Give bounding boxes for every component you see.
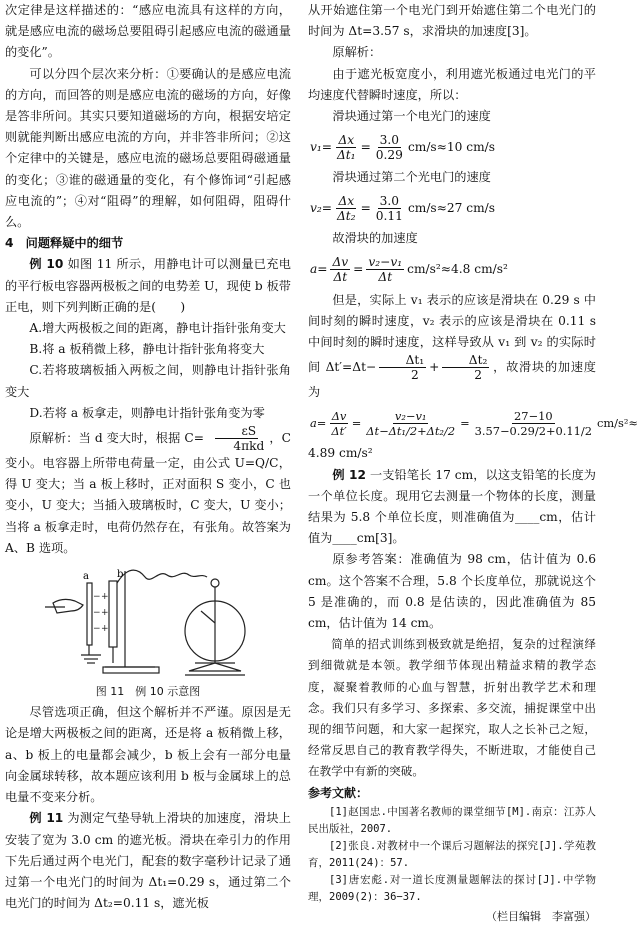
eq-tail: cm/s≈10 cm/s	[407, 139, 496, 154]
paragraph: 可以分四个层次来分析：①要确认的是感应电流的方向，而回答的则是感应电流的磁场的方向，好像是答非所问。其实只要知道磁场的方向，根据安培定则就能判断出感应电流的方向，并非答非所问；②这个定律中的关键是，感应电流的磁场总要阻碍磁通量的变化；③谁的磁通量的变化，有个修饰词“引起感应电流的”；④对“阻碍”的理解，如何阻碍，阻碍什么。	[5, 66, 291, 230]
eq-lhs: a=	[310, 415, 327, 430]
fraction	[442, 353, 489, 382]
eq-sign: =	[353, 262, 364, 277]
fraction	[366, 255, 404, 284]
fraction	[473, 409, 594, 438]
fraction	[330, 255, 350, 284]
v2-intro: 滑块通过第二个光电门的速度	[332, 170, 491, 185]
fraction-denominator: 3.57−0.29/2+0.11/2	[474, 423, 592, 438]
fraction-numerator: 3.0	[379, 132, 400, 147]
example-label: 例 10	[29, 257, 64, 272]
fraction-denominator: 0.29	[375, 147, 403, 162]
eq-sign: =	[360, 200, 371, 215]
text: 但是，实际上 v₁ 表示的应该是滑块在 0.29 s 中间时刻的瞬时速度，v₂ 表示的应该是滑块在 0.11 s 中间时刻的瞬时速度，这样导致从 v₁ 到 v₂ 的实际时间 Δt′=Δt−	[308, 292, 596, 375]
reference-item: [3]唐宏彪.对一道长度测量题解法的探讨[J].中学物理，2009(2)：36−37.	[308, 873, 596, 903]
fraction	[374, 133, 405, 162]
equation-final	[308, 403, 638, 443]
equation-v2	[308, 188, 596, 228]
section-heading: 4 问题释疑中的细节	[5, 236, 124, 251]
svg-text:−: −	[93, 624, 101, 635]
example-10	[5, 254, 291, 318]
closing-paragraph: 简单的招式训练到极致就是绝招，复杂的过程演绎到细微就是本领。教学细节体现出精益求精的教学态度，凝聚着教师的心血与智慧，折射出教学艺术和理念。我们只有多学习、多探索、多交流，捕捉课堂中出现的细节问题，和大家一起探究，取人之长补己之短，经常反思自己的教育教学得失，不断进取，才能使自己在教学中有新的突破。	[308, 637, 596, 779]
option-d: D.若将 a 板拿走，则静电计指针张角变为零	[29, 405, 265, 420]
fraction-numerator: Δx	[338, 193, 355, 208]
eq-lhs: a=	[310, 262, 328, 277]
svg-text:+: +	[101, 608, 109, 619]
references-title: 参考文献：	[308, 785, 369, 800]
fraction	[335, 133, 358, 162]
example-label: 例 12	[332, 467, 366, 482]
eq-tail: cm/s²≈	[596, 415, 638, 430]
fraction	[329, 409, 348, 438]
svg-text:+: +	[101, 624, 109, 635]
fraction-numerator: 27−10	[514, 408, 553, 423]
capacitance-fraction	[207, 424, 266, 453]
reference-item: [1]赵国忠.中国著名教师的课堂细节[M].南京：江苏人民出版社，2007.	[308, 805, 596, 835]
final-value: 4.89 cm/s²	[308, 446, 373, 461]
analysis-text: 原解析：当 d 变大时，根据 C=	[29, 431, 204, 446]
right-column	[308, 0, 638, 927]
figure-11	[5, 563, 291, 681]
text: +	[429, 360, 440, 375]
a-intro: 故滑块的加速度	[332, 231, 418, 246]
option-b: B.将 a 板稍微上移，静电计指针张角将变大	[29, 342, 265, 357]
fraction	[374, 194, 405, 223]
fraction-denominator: Δt₂	[336, 208, 356, 223]
equation-v1	[308, 127, 596, 167]
figure-caption: 图 11 例 10 示意图	[95, 685, 201, 699]
plate-b	[109, 581, 117, 647]
fraction-numerator: v₂−v₁	[368, 255, 403, 270]
fraction-numerator: Δv	[331, 408, 347, 423]
fraction	[379, 353, 426, 382]
fraction-numerator: Δt₁	[379, 353, 426, 368]
reference-item: [2]张良.对教材中一个课后习题解法的探究[J].学苑教育，2011(24)：57.	[308, 839, 596, 869]
option-c: C.若将玻璃板插入两板之间，则静电计指针张角变大	[5, 363, 291, 399]
eq-sign: =	[351, 415, 362, 430]
fraction-numerator: Δx	[338, 132, 355, 147]
example-text: 为测定气垫导轨上滑块的加速度，滑块上安装了宽为 3.0 cm 的遮光板。滑块在牵引力的作用下先后通过两个电光门，配套的数字毫秒计记录了通过第一个电光门的时间为 Δt₁=0.29 s，通过第二个电光门的时间为 Δt₂=0.11 s，遮光板	[5, 811, 291, 911]
paragraph	[308, 290, 596, 404]
eq-tail: cm/s≈27 cm/s	[407, 200, 496, 215]
example-11	[5, 808, 291, 914]
electrometer-diagram	[5, 563, 291, 681]
svg-text:−: −	[93, 592, 101, 603]
v1-intro: 滑块通过第一个电光门的速度	[332, 109, 491, 124]
eq-tail: cm/s²≈4.8 cm/s²	[407, 262, 508, 277]
eq-lhs: v₂=	[310, 200, 332, 215]
example-12	[308, 465, 596, 550]
left-column	[5, 0, 291, 914]
text: ，故滑块的加速度为	[308, 360, 596, 400]
paragraph: 尽管选项正确，但这个解析并不严谨。原因是无论是增大两极板之间的距离，还是将 a 板稍微上移，a、b 板上的电量都会减少，b 板上会有一部分电量向金属球转移，故本题应该利用 b 板与金属球上的总电量不变来分析。	[5, 705, 291, 805]
fraction-numerator: εS	[215, 424, 258, 439]
fraction-denominator: Δt₁	[336, 147, 356, 162]
eq-lhs: v₁=	[310, 139, 332, 154]
analysis	[5, 424, 291, 559]
fraction	[335, 194, 358, 223]
equation-a	[308, 250, 596, 290]
fraction	[364, 409, 457, 438]
fraction-denominator: 0.11	[375, 208, 403, 223]
paragraph: 由于遮光板宽度小，利用遮光板通过电光门的平均速度代替瞬时速度，所以：	[308, 66, 596, 102]
analysis-text: ，C 变小。电容器上所带电荷量一定，由公式 U=Q/C，得 U 变大；当 a 板上移时，正对面积 S 变小，C 也变小，U 变大；当插入玻璃板时，C 变大，U 变小；当将 a 板拿走时，电荷仍然存在，有张角。故答案为 A、B 选项。	[5, 431, 291, 555]
fraction-denominator: Δt	[333, 270, 348, 285]
option-a: A.增大两极板之间的距离，静电计指针张角变大	[29, 321, 286, 336]
fraction-denominator: 4πkd	[233, 439, 265, 454]
reference-answer: 原参考答案：准确值为 98 cm，估计值为 0.6 cm。这个答案不合理，5.8 个长度单位，那就说这个 5 是准确的，而 0.8 是估读的，因此准确值为 85 cm，估计值为 14 cm。	[308, 552, 596, 631]
plate-a	[87, 583, 92, 645]
label-b: b	[117, 569, 124, 581]
fraction-numerator: Δv	[332, 255, 349, 270]
hand-icon	[53, 599, 83, 613]
example-text: 如图 11 所示，用静电计可以测量已充电的平行板电容器两极板之间的电势差 U，现使 b 板带正电，则下列判断正确的是( )	[5, 257, 291, 314]
fraction-denominator: Δt	[378, 270, 393, 285]
fraction-denominator: Δt′	[331, 423, 347, 438]
fraction-denominator: 2	[410, 368, 419, 383]
svg-text:−: −	[93, 608, 101, 619]
paragraph: 从开始遮住第一个电光门到开始遮住第二个电光门的时间为 Δt=3.57 s，求滑块的加速度[3]。	[308, 3, 596, 39]
fraction-denominator: Δt−Δt₁/2+Δt₂/2	[366, 423, 456, 438]
fraction-numerator: 3.0	[379, 193, 400, 208]
svg-text:+: +	[101, 592, 109, 603]
eq-sign: =	[460, 415, 470, 430]
fraction-numerator: Δt₂	[442, 353, 489, 368]
label-a: a	[83, 571, 89, 583]
eq-sign: =	[360, 139, 371, 154]
paragraph: 次定律是这样描述的：“感应电流具有这样的方向，就是感应电流的磁场总要阻碍引起感应电流的磁通量的变化”。	[5, 3, 291, 60]
example-label: 例 11	[29, 811, 64, 826]
column-editor: （栏目编辑 李富强）	[486, 909, 596, 923]
fraction-numerator: v₂−v₁	[394, 408, 427, 423]
original-analysis-label: 原解析：	[332, 45, 382, 60]
example-text: 一支铅笔长 17 cm，以这支铅笔的长度为一个单位长度。现用它去测量一个物体的长度，测量结果为 5.8 个单位长度，则准确值为____cm，估计值为____cm[3]。	[308, 467, 596, 546]
fraction-denominator: 2	[474, 368, 482, 383]
